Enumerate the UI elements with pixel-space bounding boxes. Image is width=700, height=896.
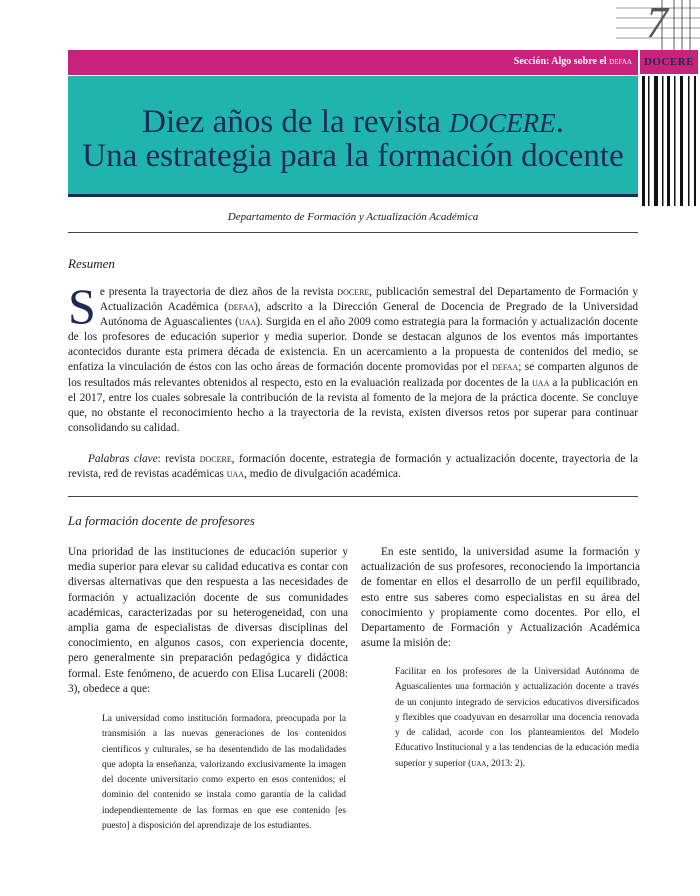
page-number: 7	[646, 0, 668, 47]
drop-cap: S	[68, 278, 96, 334]
section-label: Sección: Algo sobre el defaa	[513, 56, 632, 67]
section-heading: La formación docente de profesores	[68, 513, 255, 528]
divider	[68, 232, 638, 233]
vertical-bars-decoration	[640, 76, 700, 896]
right-column	[361, 545, 640, 651]
body-paragraph: En este sentido, la universidad asume la formación y actualización de sus profesores, reconociendo la importancia de fomentar en ellos el desarrollo de un perfil equilibrado, esto entre sus saberes como especialistas en su área del conocimiento y propiamente como docentes. Por ello, el Departamento de Formación y Actualización Académica asume la misión de:	[361, 546, 640, 650]
department-line: Departamento de Formación y Actualización Académica	[227, 211, 479, 223]
title-docere: DOCERE	[449, 108, 556, 138]
keywords-paragraph: Palabras clave: revista docere, formación docente, estrategia de formación y actualización docente, trayectoria de la revista, red de revistas académicas uaa, medio de divulgación académica.	[68, 453, 638, 481]
block-quote-right: Facilitar en los profesores de la Universidad Autónoma de Aguascalientes una formación y actualización docente a través de un conjunto integrado de servicios educativos diversificados y flexibles que coadyuvan en desarrollar una docencia renovada y de calidad, acorde con los planteamientos del Modelo Educativo Institucional y a las tendencias de la educación media superior y superior (uaa, 2013: 2).	[395, 667, 639, 769]
title-line-1: Diez años de la revista DOCERE.	[142, 104, 564, 140]
divider	[68, 496, 638, 497]
resumen-heading: Resumen	[68, 256, 115, 271]
body-paragraph: Una prioridad de las instituciones de educación superior y media superior para elevar su calidad educativa es contar con diversas alternativas que den respuesta a las necesidades de formación y actualización docente de sus comunidades académicas, caracterizadas por su heterogeneidad, con una amplia gama de especialistas de diversas disciplinas del conocimiento, en algunos casos, con experiencia docente, pero generalmente sin preparación pedagógica y didáctica formal. Este fenómeno, de acuerdo con Elisa Lucareli (2008: 3), obedece a que:	[68, 546, 348, 695]
left-column	[68, 545, 348, 697]
journal-logo: DOCERE	[640, 50, 698, 74]
title-block	[68, 76, 638, 194]
abstract-paragraph: Se presenta la trayectoria de diez años de la revista docere, publicación semestral del Departamento de Formación y Actualización Académica (defaa), adscrito a la Dirección General de Docencia de Pregrado de la Universidad Autónoma de Aguascalientes (uaa). Surgida en el año 2009 como estrategia para la formación y actualización docente de los profesores de educación superior y media superior. Donde se destacan algunos de los eventos más importantes acontecidos durante esta primera década de existencia. En un acercamiento a la propuesta de contenidos del medio, se enfatiza la vinculación de éstos con las ocho áreas de formación docente promovidas por el defaa; se comparten algunos de los resultados más relevantes obtenidos al respecto, esto en la evaluación realizada por docentes de la uaa a la publicación en el 2017, entre los cuales sobresale la contribución de la revista al fomento de la mejora de la práctica docente. Se concluye que, no obstante el reconocimiento hecho a la trayectoria de la revista, existen diversos retos por superar para continuar consolidando su calidad.	[68, 278, 639, 434]
title-line-2: Una estrategia para la formación docente	[82, 138, 624, 174]
title-rule	[68, 194, 638, 197]
section-band	[68, 50, 638, 75]
block-quote-left: La universidad como institución formadora, preocupada por la transmisión a las nuevas generaciones de los contenidos científicos y culturales, se ha desentendido de las modalidades que adopta la enseñanza, valorizando exclusivamente la imagen del docente universitario como experto en esos contenidos; el dominio del contenido se instala como garantía de la calidad independientemente de las formas en que ese contenido [es puesto] a disposición del aprendizaje de los estudiantes.	[102, 714, 346, 832]
